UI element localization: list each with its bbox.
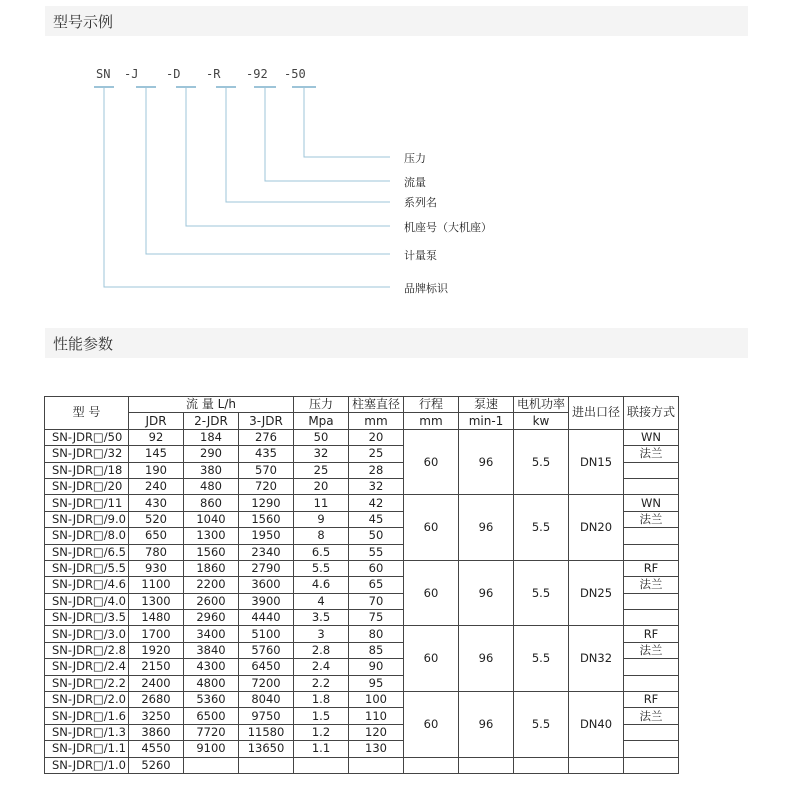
model-cell: SN-JDR□/9.0 — [45, 511, 129, 527]
empty-cell — [514, 757, 569, 773]
mpa-cell: 5.5 — [294, 560, 349, 576]
jdr3-cell: 2790 — [239, 560, 294, 576]
speed-cell: 96 — [459, 626, 514, 692]
jdr2-cell: 4300 — [184, 659, 239, 675]
jdr2-cell: 1860 — [184, 560, 239, 576]
mpa-cell: 2.2 — [294, 675, 349, 691]
empty-cell — [459, 757, 514, 773]
table-row — [45, 626, 679, 642]
mpa-cell — [294, 757, 349, 773]
stroke-cell: 60 — [404, 626, 459, 692]
mm-cell: 50 — [349, 528, 404, 544]
jdr3-cell: 6450 — [239, 659, 294, 675]
model-code-diagram — [0, 0, 800, 320]
mm-cell: 28 — [349, 462, 404, 478]
mm-cell: 32 — [349, 478, 404, 494]
header-power: 电机功率 — [514, 397, 569, 413]
jdr3-cell: 570 — [239, 462, 294, 478]
empty-cell — [624, 724, 679, 740]
model-cell: SN-JDR□/3.0 — [45, 626, 129, 642]
mpa-cell: 2.8 — [294, 642, 349, 658]
jdr3-cell: 1290 — [239, 495, 294, 511]
connection-type-cell: RF — [624, 692, 679, 708]
empty-cell — [624, 659, 679, 675]
jdr-cell: 1300 — [129, 593, 184, 609]
code-pump: -J — [124, 67, 139, 81]
empty-cell — [569, 757, 624, 773]
mm-cell: 110 — [349, 708, 404, 724]
code-frame: -D — [166, 67, 181, 81]
jdr2-cell: 2200 — [184, 577, 239, 593]
empty-cell — [624, 462, 679, 478]
header-stroke: 行程 — [404, 397, 459, 413]
model-cell: SN-JDR□/2.0 — [45, 692, 129, 708]
model-cell: SN-JDR□/1.0 — [45, 757, 129, 773]
label-flow: 流量 — [404, 176, 426, 189]
label-brand: 品牌标识 — [404, 282, 448, 295]
table-row — [45, 429, 679, 445]
empty-cell — [624, 741, 679, 757]
jdr3-cell: 5760 — [239, 642, 294, 658]
mm-cell: 20 — [349, 429, 404, 445]
model-cell: SN-JDR□/1.3 — [45, 724, 129, 740]
mm-cell: 130 — [349, 741, 404, 757]
empty-cell — [624, 478, 679, 494]
mpa-cell: 6.5 — [294, 544, 349, 560]
jdr3-cell: 5100 — [239, 626, 294, 642]
mpa-cell: 11 — [294, 495, 349, 511]
mm-cell: 120 — [349, 724, 404, 740]
table-row — [45, 495, 679, 511]
jdr3-cell: 11580 — [239, 724, 294, 740]
jdr-cell: 2150 — [129, 659, 184, 675]
jdr-cell: 4550 — [129, 741, 184, 757]
header-model: 型 号 — [45, 397, 129, 430]
mpa-cell: 4 — [294, 593, 349, 609]
jdr2-cell: 5360 — [184, 692, 239, 708]
speed-cell: 96 — [459, 495, 514, 561]
jdr3-cell: 4440 — [239, 610, 294, 626]
empty-cell — [404, 757, 459, 773]
jdr2-cell: 3840 — [184, 642, 239, 658]
jdr2-cell — [184, 757, 239, 773]
table-row — [45, 560, 679, 576]
model-cell: SN-JDR□/2.8 — [45, 642, 129, 658]
label-metering-pump: 计量泵 — [404, 249, 437, 262]
mm-cell: 65 — [349, 577, 404, 593]
mpa-cell: 1.2 — [294, 724, 349, 740]
jdr2-cell: 2960 — [184, 610, 239, 626]
header-stroke-unit: mm — [404, 413, 459, 429]
port-cell: DN15 — [569, 429, 624, 495]
power-cell: 5.5 — [514, 692, 569, 758]
header-flow: 流 量 L/h — [129, 397, 294, 413]
mpa-cell: 1.5 — [294, 708, 349, 724]
mpa-cell: 1.1 — [294, 741, 349, 757]
mpa-cell: 4.6 — [294, 577, 349, 593]
jdr-cell: 145 — [129, 446, 184, 462]
jdr2-cell: 7720 — [184, 724, 239, 740]
jdr2-cell: 1560 — [184, 544, 239, 560]
jdr-cell: 930 — [129, 560, 184, 576]
mm-cell: 25 — [349, 446, 404, 462]
jdr3-cell: 13650 — [239, 741, 294, 757]
code-flow: -92 — [246, 67, 268, 81]
mm-cell: 100 — [349, 692, 404, 708]
jdr2-cell: 290 — [184, 446, 239, 462]
mpa-cell: 1.8 — [294, 692, 349, 708]
jdr2-cell: 380 — [184, 462, 239, 478]
code-pressure: -50 — [284, 67, 306, 81]
model-cell: SN-JDR□/4.0 — [45, 593, 129, 609]
jdr2-cell: 2600 — [184, 593, 239, 609]
header-connection: 联接方式 — [624, 397, 679, 430]
section-title: 性能参数 — [53, 335, 114, 353]
model-cell: SN-JDR□/2.4 — [45, 659, 129, 675]
jdr-cell: 2680 — [129, 692, 184, 708]
jdr2-cell: 9100 — [184, 741, 239, 757]
model-cell: SN-JDR□/3.5 — [45, 610, 129, 626]
jdr3-cell: 1950 — [239, 528, 294, 544]
header-pressure: 压力 — [294, 397, 349, 413]
mpa-cell: 9 — [294, 511, 349, 527]
jdr2-cell: 3400 — [184, 626, 239, 642]
mm-cell — [349, 757, 404, 773]
header-power-unit: kw — [514, 413, 569, 429]
mpa-cell: 3 — [294, 626, 349, 642]
stroke-cell: 60 — [404, 692, 459, 758]
jdr2-cell: 4800 — [184, 675, 239, 691]
table-row — [45, 692, 679, 708]
jdr-cell: 1480 — [129, 610, 184, 626]
power-cell: 5.5 — [514, 495, 569, 561]
empty-cell — [624, 593, 679, 609]
section-header-performance — [45, 328, 748, 358]
port-cell: DN25 — [569, 560, 624, 626]
jdr3-cell: 3900 — [239, 593, 294, 609]
jdr2-cell: 6500 — [184, 708, 239, 724]
connection-flange-cell: 法兰 — [624, 708, 679, 724]
mm-cell: 85 — [349, 642, 404, 658]
jdr2-cell: 480 — [184, 478, 239, 494]
header-plunger: 柱塞直径 — [349, 397, 404, 413]
header-speed: 泵速 — [459, 397, 514, 413]
model-cell: SN-JDR□/2.2 — [45, 675, 129, 691]
jdr3-cell: 3600 — [239, 577, 294, 593]
speed-cell: 96 — [459, 429, 514, 495]
model-cell: SN-JDR□/4.6 — [45, 577, 129, 593]
code-series: -R — [206, 67, 221, 81]
jdr-cell: 430 — [129, 495, 184, 511]
speed-cell: 96 — [459, 692, 514, 758]
model-cell: SN-JDR□/6.5 — [45, 544, 129, 560]
jdr2-cell: 1040 — [184, 511, 239, 527]
connection-flange-cell: 法兰 — [624, 642, 679, 658]
port-cell: DN32 — [569, 626, 624, 692]
jdr3-cell: 7200 — [239, 675, 294, 691]
mm-cell: 80 — [349, 626, 404, 642]
jdr3-cell: 8040 — [239, 692, 294, 708]
connection-flange-cell: 法兰 — [624, 511, 679, 527]
jdr-cell: 190 — [129, 462, 184, 478]
port-cell: DN20 — [569, 495, 624, 561]
mm-cell: 90 — [349, 659, 404, 675]
header-mpa: Mpa — [294, 413, 349, 429]
mpa-cell: 3.5 — [294, 610, 349, 626]
leader-lines — [104, 87, 390, 287]
label-series: 系列名 — [404, 196, 437, 209]
model-cell: SN-JDR□/1.1 — [45, 741, 129, 757]
performance-table — [44, 396, 679, 774]
empty-cell — [624, 675, 679, 691]
port-cell: DN40 — [569, 692, 624, 758]
jdr-cell: 3250 — [129, 708, 184, 724]
jdr2-cell: 1300 — [184, 528, 239, 544]
stroke-cell: 60 — [404, 495, 459, 561]
connection-type-cell: WN — [624, 429, 679, 445]
header-jdr2: 2-JDR — [184, 413, 239, 429]
empty-cell — [624, 528, 679, 544]
jdr2-cell: 184 — [184, 429, 239, 445]
header-speed-unit: min-1 — [459, 413, 514, 429]
connection-flange-cell: 法兰 — [624, 577, 679, 593]
power-cell: 5.5 — [514, 626, 569, 692]
connection-type-cell: RF — [624, 560, 679, 576]
jdr3-cell: 720 — [239, 478, 294, 494]
jdr-cell: 240 — [129, 478, 184, 494]
section-title: 型号示例 — [53, 13, 114, 31]
jdr3-cell: 9750 — [239, 708, 294, 724]
header-jdr3: 3-JDR — [239, 413, 294, 429]
model-cell: SN-JDR□/8.0 — [45, 528, 129, 544]
power-cell: 5.5 — [514, 560, 569, 626]
jdr-cell: 1100 — [129, 577, 184, 593]
label-pressure: 压力 — [404, 152, 426, 165]
empty-cell — [624, 544, 679, 560]
jdr-cell: 520 — [129, 511, 184, 527]
label-frame: 机座号（大机座） — [404, 221, 492, 234]
header-mm: mm — [349, 413, 404, 429]
jdr-cell: 1920 — [129, 642, 184, 658]
model-cell: SN-JDR□/11 — [45, 495, 129, 511]
mpa-cell: 50 — [294, 429, 349, 445]
mm-cell: 75 — [349, 610, 404, 626]
header-jdr: JDR — [129, 413, 184, 429]
empty-cell — [624, 757, 679, 773]
model-cell: SN-JDR□/50 — [45, 429, 129, 445]
empty-cell — [624, 610, 679, 626]
stroke-cell: 60 — [404, 560, 459, 626]
model-cell: SN-JDR□/32 — [45, 446, 129, 462]
jdr-cell: 92 — [129, 429, 184, 445]
jdr-cell: 1700 — [129, 626, 184, 642]
jdr2-cell: 860 — [184, 495, 239, 511]
mpa-cell: 20 — [294, 478, 349, 494]
jdr-cell: 3860 — [129, 724, 184, 740]
mm-cell: 70 — [349, 593, 404, 609]
mm-cell: 45 — [349, 511, 404, 527]
jdr-cell: 650 — [129, 528, 184, 544]
header-row — [45, 397, 679, 413]
mm-cell: 60 — [349, 560, 404, 576]
model-cell: SN-JDR□/20 — [45, 478, 129, 494]
speed-cell: 96 — [459, 560, 514, 626]
connection-type-cell: RF — [624, 626, 679, 642]
jdr-cell: 5260 — [129, 757, 184, 773]
mm-cell: 55 — [349, 544, 404, 560]
jdr3-cell: 2340 — [239, 544, 294, 560]
connection-flange-cell: 法兰 — [624, 446, 679, 462]
mpa-cell: 32 — [294, 446, 349, 462]
model-cell: SN-JDR□/18 — [45, 462, 129, 478]
stroke-cell: 60 — [404, 429, 459, 495]
mpa-cell: 8 — [294, 528, 349, 544]
mpa-cell: 25 — [294, 462, 349, 478]
jdr3-cell — [239, 757, 294, 773]
jdr-cell: 2400 — [129, 675, 184, 691]
jdr3-cell: 435 — [239, 446, 294, 462]
table-row — [45, 757, 679, 773]
mpa-cell: 2.4 — [294, 659, 349, 675]
header-port: 进出口径 — [569, 397, 624, 430]
jdr-cell: 780 — [129, 544, 184, 560]
jdr3-cell: 276 — [239, 429, 294, 445]
mm-cell: 95 — [349, 675, 404, 691]
connection-type-cell: WN — [624, 495, 679, 511]
power-cell: 5.5 — [514, 429, 569, 495]
model-cell: SN-JDR□/1.6 — [45, 708, 129, 724]
code-brand: SN — [96, 67, 111, 81]
jdr3-cell: 1560 — [239, 511, 294, 527]
model-cell: SN-JDR□/5.5 — [45, 560, 129, 576]
mm-cell: 42 — [349, 495, 404, 511]
